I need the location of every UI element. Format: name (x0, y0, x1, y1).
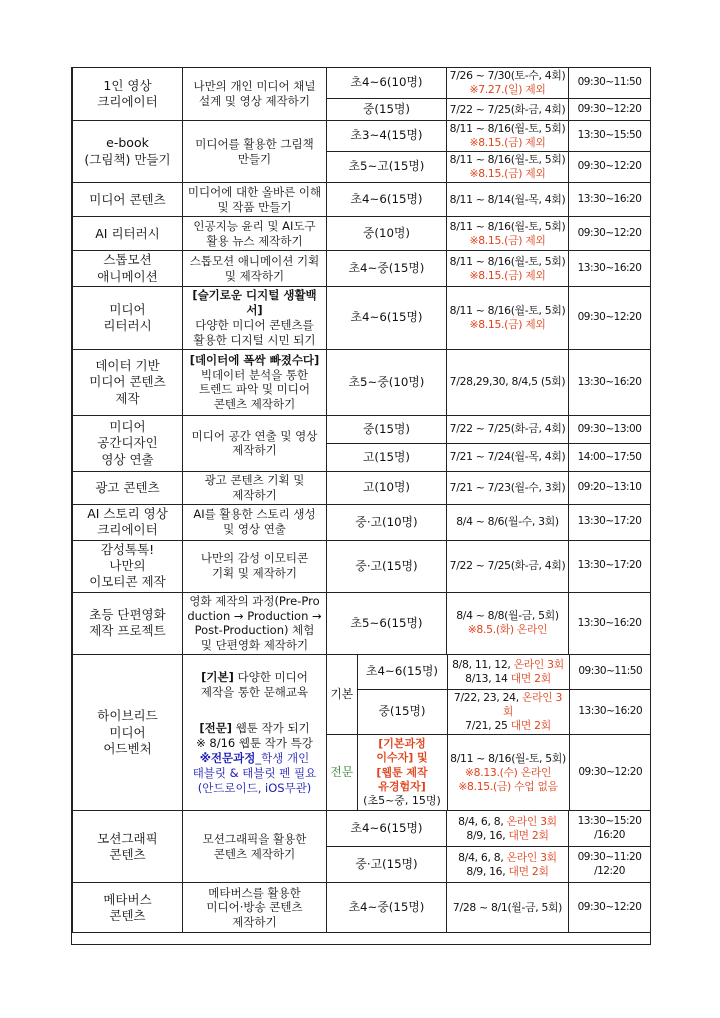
program-description (183, 287, 327, 350)
date-note: ※8.15.(금) 수업 없음 (458, 779, 558, 793)
online-sessions: 온라인 3회 (506, 814, 557, 828)
table-row (73, 68, 651, 99)
class-time: 09:30~12:20 (569, 152, 651, 183)
description-text: 스톱모션 애니메이션 기획 및 제작하기 (189, 253, 320, 283)
pro-tag: 전문 (327, 734, 357, 810)
class-time: 13:30~17:20 (569, 504, 651, 540)
online-sessions: 온라인 3회 (502, 690, 563, 718)
date-range: 7/22 ~ 7/25(화-금, 4회) (449, 102, 566, 116)
target-group: 고(10명) (327, 471, 447, 504)
online-sessions: 온라인 3회 (513, 658, 564, 672)
date-range: 8/11 ~ 8/16(월-토, 5회) (449, 219, 566, 233)
class-time: 09:30~12:20 (569, 883, 651, 933)
target-group: 초5~6(15명) (327, 592, 447, 655)
target-group: 초5~고(15명) (327, 152, 447, 183)
description-text: 광고 콘텐츠 기획 및 제작하기 (204, 472, 305, 502)
program-description (183, 251, 327, 287)
basic-text: 다양한 미디어 제작을 통한 문해교육 (200, 669, 309, 699)
date-range: 8/11 ~ 8/16(월-토, 5회) (449, 254, 566, 268)
table-row (73, 592, 651, 655)
schedule-dates (447, 415, 569, 443)
target-group: 고(15명) (327, 443, 447, 471)
pro-target-requirement: [기본과정 이수자] 및 [웹툰 제작 유경험자] (376, 736, 428, 793)
offline-sessions: 대면 2회 (510, 672, 551, 686)
pro-requirement (185, 751, 324, 796)
online-sessions: 온라인 3회 (506, 850, 557, 864)
table-row (73, 287, 651, 350)
table-row (73, 655, 651, 693)
program-name: 메타버스 콘텐츠 (73, 883, 183, 933)
program-description (183, 183, 327, 217)
target-group: 중·고(15명) (327, 847, 447, 883)
pro-target-group: (초5~중, 15명) (363, 794, 441, 808)
hybrid-sessions (327, 655, 651, 811)
target-group: 초3~4(15명) (327, 121, 447, 152)
class-time: 09:20~13:10 (569, 471, 651, 504)
table-row (73, 121, 651, 152)
program-description (183, 655, 327, 811)
program-description (183, 415, 327, 471)
basic-label: [기본] (201, 669, 234, 684)
date-note: ※8.15.(금) 제외 (469, 136, 546, 150)
class-time: 13:30~15:50 (569, 121, 651, 152)
program-description (183, 217, 327, 251)
schedule-dates (447, 121, 569, 152)
date-note: ※8.15.(금) 제외 (469, 318, 546, 332)
date-range: 8/4 ~ 8/8(월-금, 5회) (456, 609, 559, 623)
target-group: 초4~6(15명) (327, 287, 447, 350)
table-row (73, 883, 651, 933)
target-group: 중(10명) (327, 217, 447, 251)
description-text: 미디어에 대한 올바른 이해 및 작품 만들기 (187, 184, 322, 214)
table-row (327, 734, 651, 810)
schedule-table-container (71, 67, 651, 945)
date-part: 8/4, 6, 8, (458, 850, 507, 864)
class-time: 13:30~17:20 (569, 540, 651, 592)
schedule-dates (447, 287, 569, 350)
description-text: 미디어를 활용한 그림책 만들기 (195, 136, 314, 166)
date-line (450, 691, 567, 719)
offline-sessions: 대면 2회 (508, 864, 549, 878)
program-name: 스톱모션 애니메이션 (73, 251, 183, 287)
program-description (183, 504, 327, 540)
schedule-dates (447, 99, 569, 121)
schedule-dates (447, 349, 569, 415)
description-text: 빅데이터 분석을 통한 트렌드 파악 및 미디어 콘텐츠 제작하기 (199, 367, 310, 412)
basic-desc (185, 670, 324, 700)
date-range: 8/11 ~ 8/16(월-토, 5회) (449, 122, 566, 136)
program-name: 데이터 기반 미디어 콘텐츠 제작 (73, 349, 183, 415)
date-note: ※8.15.(금) 제외 (469, 167, 546, 181)
date-range: 7/22 ~ 7/25(화-금, 4회) (449, 559, 566, 573)
program-name: 초등 단편영화 제작 프로젝트 (73, 592, 183, 655)
date-range: 8/11 ~ 8/16(월-토, 5회) (449, 153, 566, 167)
class-time: 09:30~12:20 (569, 734, 651, 810)
target-group: 중·고(10명) (327, 504, 447, 540)
description-text: 영화 제작의 과정(Pre-Pro duction → Production → Post-Production) 체험 및 단편영화 제작하기 (187, 593, 322, 653)
basic-tag: 기본 (327, 655, 357, 734)
description-text: 나만의 감성 이모티콘 기획 및 제작하기 (200, 551, 309, 581)
class-time: 13:30~15:20 /16:20 (569, 811, 651, 847)
table-row (73, 540, 651, 592)
spacer (185, 699, 324, 721)
date-note: ※8.15.(금) 제외 (469, 268, 546, 282)
program-description (183, 471, 327, 504)
hybrid-session-table (327, 655, 651, 810)
pro-requirement-label: ※전문과정 (199, 751, 256, 766)
description-text: 미디어 공간 연출 및 영상 제작하기 (191, 428, 318, 458)
date-line (449, 815, 566, 829)
schedule-dates (447, 443, 569, 471)
table-row (73, 183, 651, 217)
program-name: AI 리터러시 (73, 217, 183, 251)
schedule-dates (447, 592, 569, 655)
program-description (183, 68, 327, 121)
class-time: 09:30~13:00 (569, 415, 651, 443)
date-line (450, 719, 567, 733)
program-schedule-table (72, 67, 651, 933)
class-time: 14:00~17:50 (569, 443, 651, 471)
table-row (73, 349, 651, 415)
schedule-dates (447, 504, 569, 540)
target-group: 초4~6(10명) (327, 68, 447, 99)
date-line (450, 672, 567, 686)
description-text: AI를 활용한 스토리 생성 및 영상 연출 (193, 507, 316, 537)
date-range: 7/21 ~ 7/23(월-수, 3회) (449, 480, 566, 494)
class-time: 09:30~12:20 (569, 217, 651, 251)
schedule-dates (447, 811, 569, 847)
date-line (450, 658, 567, 672)
table-row (73, 471, 651, 504)
target-group (357, 734, 447, 810)
date-part: 8/13, 14 (465, 672, 511, 686)
offline-sessions: 대면 2회 (508, 828, 549, 842)
description-title: [데이터에 폭싹 빠졌수다] (189, 352, 320, 367)
schedule-dates (447, 847, 569, 883)
description-title: [슬기로운 디지털 생활백서] (192, 288, 317, 318)
date-note: ※8.5.(화) 온라인 (467, 623, 548, 637)
date-range: 8/11 ~ 8/16(월-토, 5회) (449, 304, 566, 318)
date-range: 8/4 ~ 8/6(월-수, 3회) (456, 515, 559, 529)
pro-text: 웹툰 작가 되기 ※ 8/16 웹툰 작가 특강 (196, 721, 313, 751)
program-name: 미디어 공간디자인 영상 연출 (73, 415, 183, 471)
table-row (327, 689, 651, 734)
date-range: 8/11 ~ 8/16(월-토, 5회) (450, 751, 566, 765)
program-description (183, 540, 327, 592)
date-range: 8/11 ~ 8/14(월-목, 4회) (449, 192, 566, 206)
program-name: e-book (그림책) 만들기 (73, 121, 183, 183)
schedule-dates: 7/28 ~ 8/1(월-금, 5회) (447, 883, 569, 933)
schedule-dates (447, 68, 569, 99)
class-time: 09:30~12:20 (569, 99, 651, 121)
description-text: 다양한 미디어 콘텐츠를 활용한 디지털 시민 되기 (193, 318, 316, 347)
date-part: 7/21, 25 (465, 718, 511, 732)
date-line (449, 851, 566, 865)
program-description: 모션그래픽을 활용한 콘텐츠 제작하기 (183, 811, 327, 883)
schedule-dates (447, 540, 569, 592)
table-row (73, 504, 651, 540)
schedule-dates (447, 655, 569, 689)
pro-desc (185, 721, 324, 751)
date-part: 7/22, 23, 24, (453, 690, 523, 704)
target-group: 중(15명) (327, 99, 447, 121)
class-time: 13:30~16:20 (569, 689, 651, 734)
date-range: 7/22 ~ 7/25(화-금, 4회) (449, 422, 566, 436)
target-group: 초5~중(10명) (327, 349, 447, 415)
date-range: 7/26 ~ 7/30(토-수, 4회) (449, 69, 566, 82)
target-group: 중(15명) (327, 415, 447, 443)
table-row (73, 251, 651, 287)
program-name: 미디어 콘텐츠 (73, 183, 183, 217)
class-time: 13:30~16:20 (569, 251, 651, 287)
date-note: ※8.15.(금) 제외 (469, 233, 546, 247)
program-name: 광고 콘텐츠 (73, 471, 183, 504)
pro-label: [전문] (199, 721, 233, 736)
offline-sessions: 대면 2회 (510, 718, 551, 732)
date-range: 7/21 ~ 7/24(월-목, 4회) (449, 450, 566, 464)
table-row (73, 217, 651, 251)
class-time: 09:30~11:20 /12:20 (569, 847, 651, 883)
date-part: 8/8, 11, 12, (452, 658, 514, 672)
date-range: 7/28,29,30, 8/4,5 (5회) (449, 375, 566, 389)
target-group: 중·고(15명) (327, 540, 447, 592)
date-line (449, 865, 566, 879)
program-name: 모션그래픽 콘텐츠 (73, 811, 183, 883)
program-description (183, 349, 327, 415)
class-time: 13:30~16:20 (569, 349, 651, 415)
schedule-dates (447, 217, 569, 251)
schedule-dates (447, 471, 569, 504)
description-text: 나만의 개인 미디어 채널 설계 및 영상 제작하기 (193, 79, 316, 109)
class-time: 09:30~11:50 (569, 655, 651, 689)
target-group: 초4~6(15명) (357, 655, 447, 689)
target-group: 초4~6(15명) (327, 183, 447, 217)
date-note: ※8.13.(수) 온라인 (464, 765, 552, 779)
program-name: 1인 영상 크리에이터 (73, 68, 183, 121)
program-name: AI 스토리 영상 크리에이터 (73, 504, 183, 540)
schedule-dates (447, 251, 569, 287)
class-time: 13:30~16:20 (569, 183, 651, 217)
class-time: 13:30~16:20 (569, 592, 651, 655)
program-description (183, 592, 327, 655)
schedule-dates (447, 734, 569, 810)
schedule-dates (447, 689, 569, 734)
description-text: 인공지능 윤리 및 AI도구 활용 뉴스 제작하기 (193, 218, 316, 248)
target-group: 초4~중(15명) (327, 251, 447, 287)
pro-requirement-text: _학생 개인 태블릿 & 태블릿 펜 필요 (안드로이드, iOS무관) (192, 751, 317, 796)
program-name: 감성톡톡! 나만의 이모티콘 제작 (73, 540, 183, 592)
class-time: 09:30~12:20 (569, 287, 651, 350)
table-row (327, 655, 651, 689)
target-group: 초4~중(15명) (327, 883, 447, 933)
schedule-dates (447, 152, 569, 183)
program-description (183, 121, 327, 183)
date-part: 8/9, 16, (466, 828, 509, 842)
date-note: ※7.27.(일) 제외 (469, 83, 546, 97)
target-group: 중(15명) (357, 689, 447, 734)
schedule-dates (447, 183, 569, 217)
program-description: 메타버스를 활용한 미디어·방송 콘텐츠 제작하기 (183, 883, 327, 933)
table-row (73, 415, 651, 443)
target-group: 초4~6(15명) (327, 811, 447, 847)
date-line (449, 829, 566, 843)
date-part: 8/4, 6, 8, (458, 814, 507, 828)
date-part: 8/9, 16, (466, 864, 509, 878)
class-time: 09:30~11:50 (569, 68, 651, 99)
table-row (73, 811, 651, 847)
program-name: 미디어 리터러시 (73, 287, 183, 350)
program-name: 하이브리드 미디어 어드벤처 (73, 655, 183, 811)
